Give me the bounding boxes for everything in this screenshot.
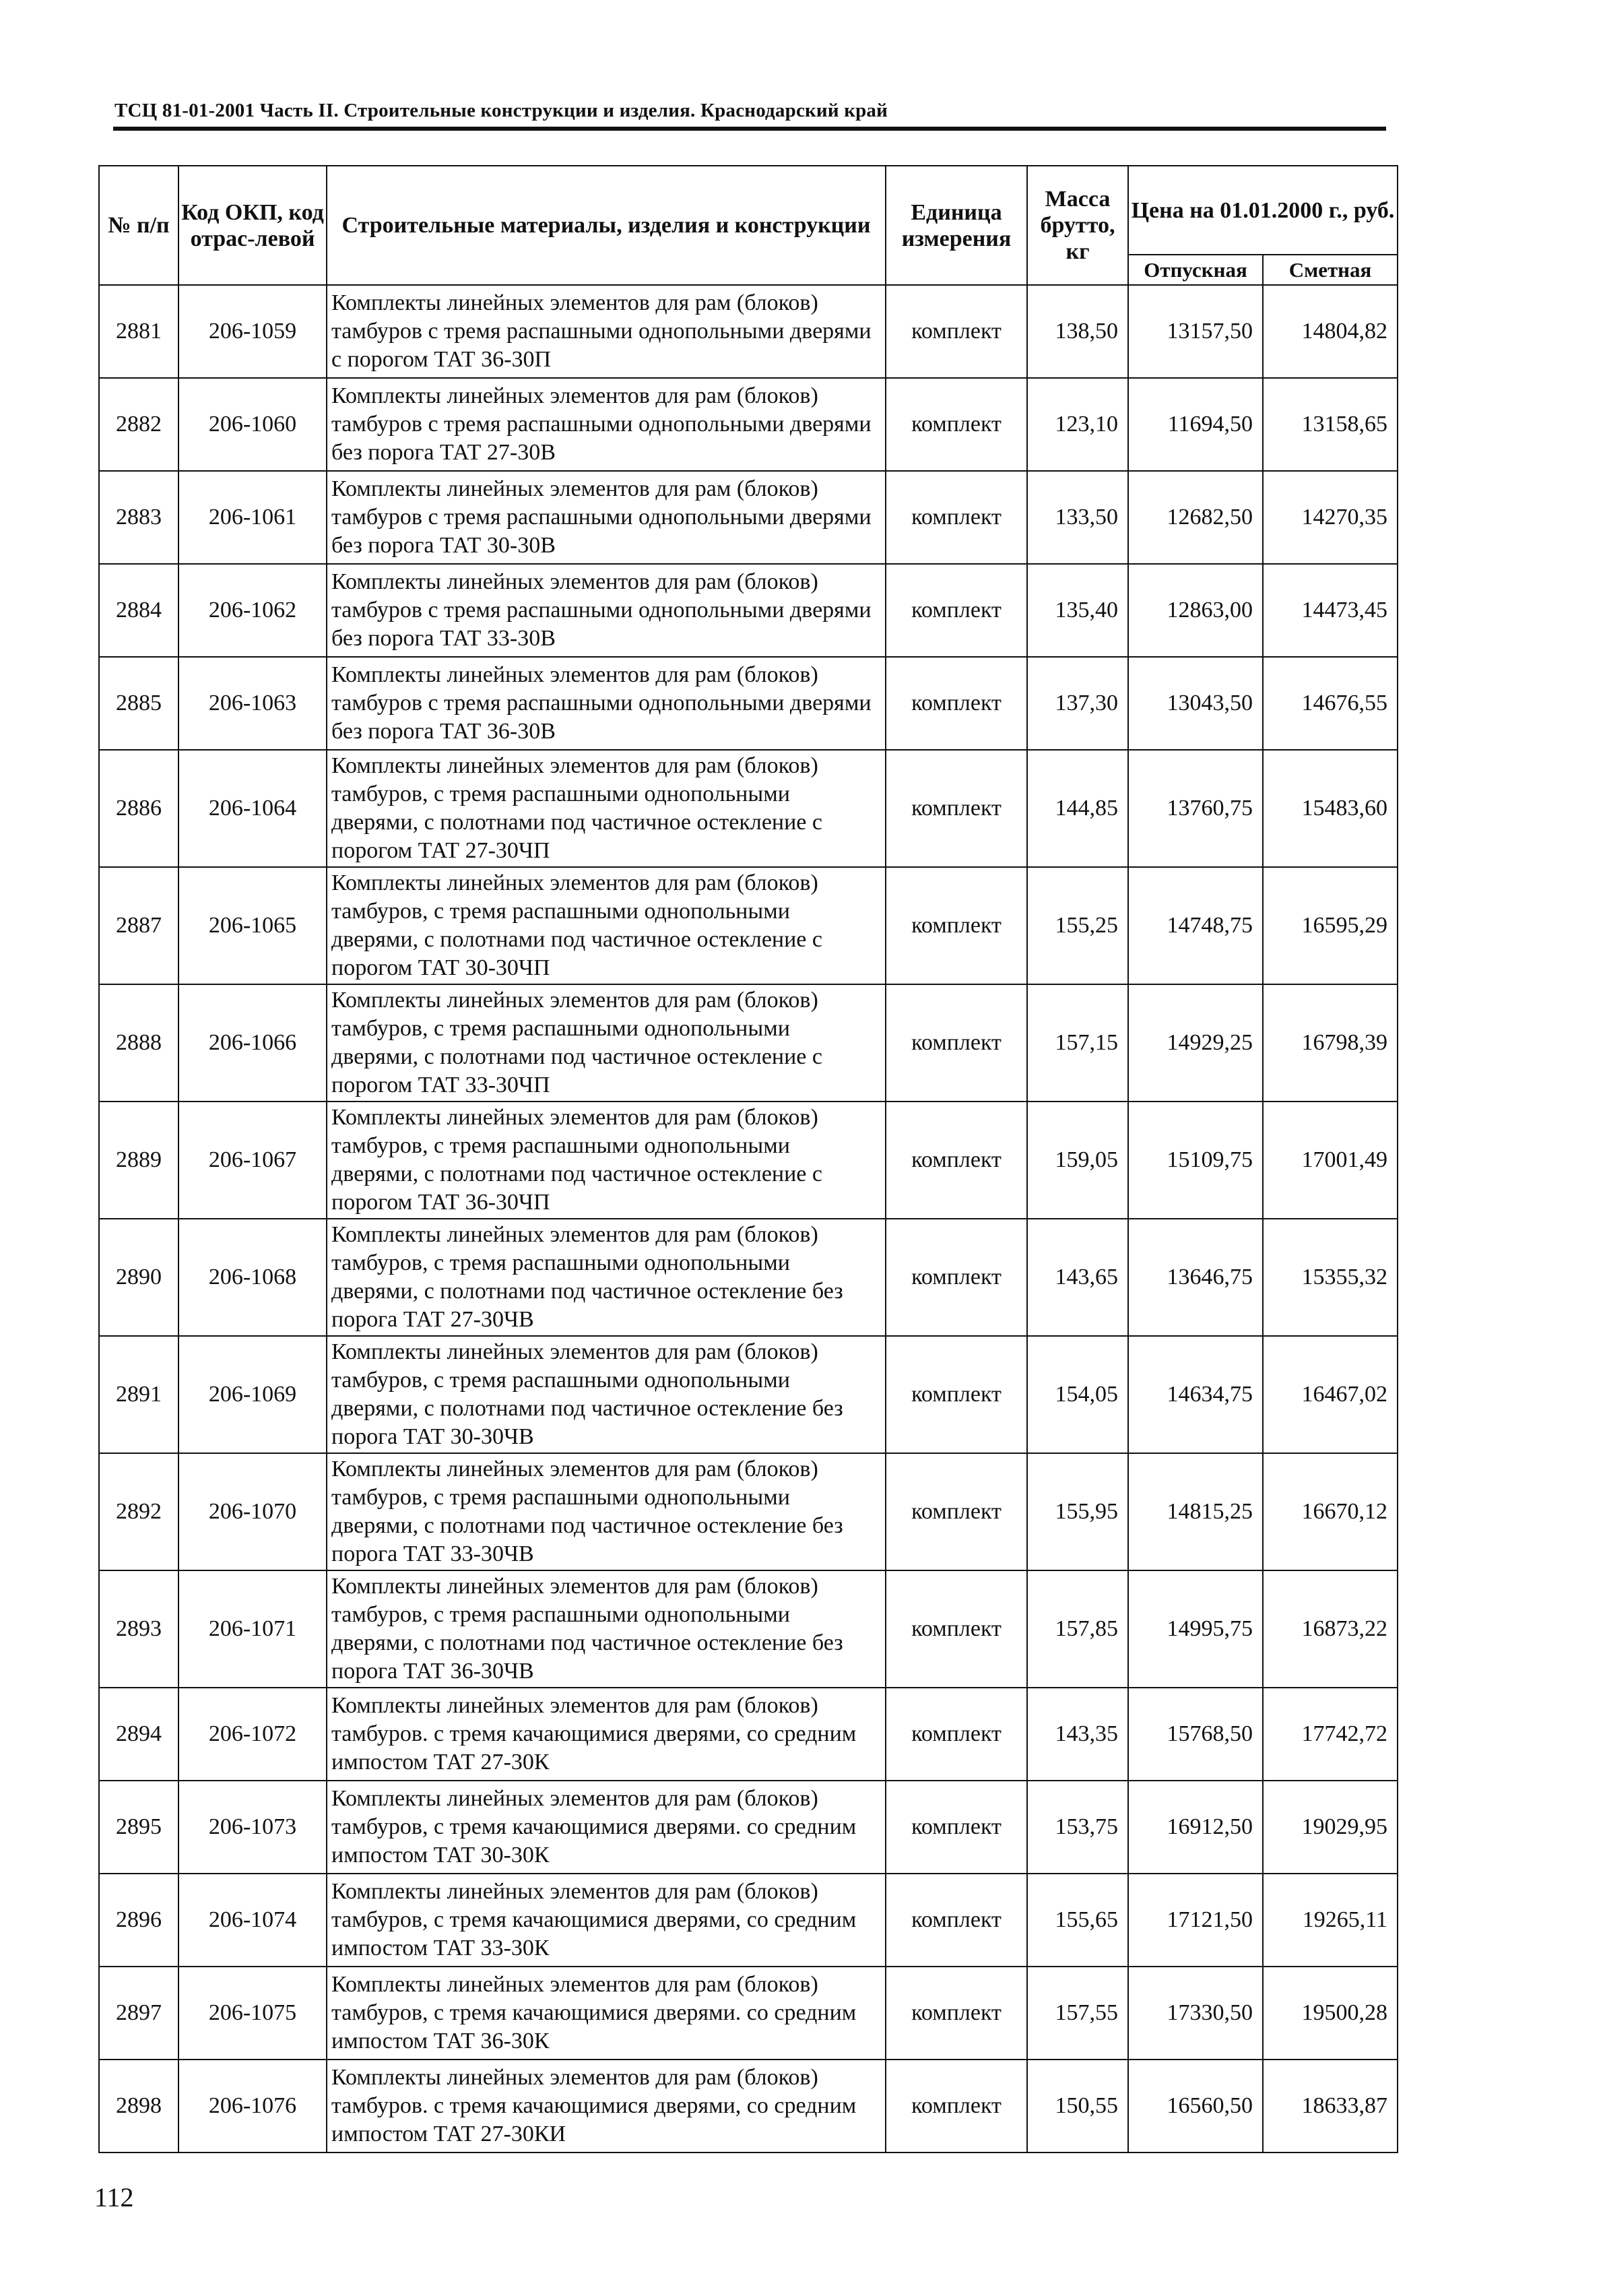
table-row (99, 1570, 1398, 1688)
cell-mass: 154,05 (1027, 1336, 1128, 1453)
cell-release-price: 13043,50 (1128, 657, 1263, 750)
cell-description: Комплекты линейных элементов для рам (блоков) тамбуров, с тремя качающимися дверями, со средним импостом ТАТ 33-30К (327, 1874, 886, 1967)
cell-mass: 137,30 (1027, 657, 1128, 750)
cell-num: 2887 (99, 867, 178, 984)
table-row (99, 750, 1398, 867)
table-row (99, 1336, 1398, 1453)
cell-num: 2882 (99, 378, 178, 471)
col-header-name: Строительные материалы, изделия и конструкции (327, 166, 886, 285)
cell-release-price: 14929,25 (1128, 984, 1263, 1102)
cell-description: Комплекты линейных элементов для рам (блоков) тамбуров, с тремя распашными однопольными дверями, с полотнами под частичное остекление с порогом ТАТ 36-30ЧП (327, 1102, 886, 1219)
cell-description: Комплекты линейных элементов для рам (блоков) тамбуров, с тремя распашными однопольными дверями, с полотнами под частичное остекление с порогом ТАТ 30-30ЧП (327, 867, 886, 984)
cell-okp-code: 206-1073 (178, 1781, 327, 1874)
cell-release-price: 15109,75 (1128, 1102, 1263, 1219)
col-header-price-group: Цена на 01.01.2000 г., руб. (1128, 166, 1398, 255)
col-header-unit: Единица измерения (886, 166, 1027, 285)
table-body (99, 285, 1398, 2152)
col-header-estimate: Сметная (1263, 255, 1398, 285)
price-table (98, 165, 1398, 2153)
cell-okp-code: 206-1074 (178, 1874, 327, 1967)
table-row (99, 285, 1398, 378)
cell-description: Комплекты линейных элементов для рам (блоков) тамбуров, с тремя распашными однопольными дверями, с полотнами под частичное остекление без порога ТАТ 30-30ЧВ (327, 1336, 886, 1453)
cell-mass: 138,50 (1027, 285, 1128, 378)
cell-description: Комплекты линейных элементов для рам (блоков) тамбуров с тремя распашными однопольными дверями без порога ТАТ 36-30В (327, 657, 886, 750)
cell-estimate-price: 17001,49 (1263, 1102, 1398, 1219)
cell-description: Комплекты линейных элементов для рам (блоков) тамбуров, с тремя распашными однопольными дверями, с полотнами под частичное остекление с порогом ТАТ 27-30ЧП (327, 750, 886, 867)
cell-okp-code: 206-1067 (178, 1102, 327, 1219)
cell-unit: комплект (886, 750, 1027, 867)
table-row (99, 564, 1398, 657)
cell-description: Комплекты линейных элементов для рам (блоков) тамбуров, с тремя распашными однопольными дверями, с полотнами под частичное остекление с порогом ТАТ 33-30ЧП (327, 984, 886, 1102)
cell-okp-code: 206-1064 (178, 750, 327, 867)
cell-description: Комплекты линейных элементов для рам (блоков) тамбуров, с тремя распашными однопольными дверями, с полотнами под частичное остекление без порога ТАТ 36-30ЧВ (327, 1570, 886, 1688)
table-row (99, 1219, 1398, 1336)
cell-unit: комплект (886, 471, 1027, 564)
cell-description: Комплекты линейных элементов для рам (блоков) тамбуров, с тремя качающимися дверями. со средним импостом ТАТ 30-30К (327, 1781, 886, 1874)
cell-release-price: 17330,50 (1128, 1967, 1263, 2060)
cell-estimate-price: 13158,65 (1263, 378, 1398, 471)
cell-mass: 157,55 (1027, 1967, 1128, 2060)
cell-mass: 133,50 (1027, 471, 1128, 564)
col-header-okp: Код ОКП, код отрас-левой (178, 166, 327, 285)
cell-mass: 143,35 (1027, 1688, 1128, 1781)
cell-unit: комплект (886, 657, 1027, 750)
cell-mass: 155,95 (1027, 1453, 1128, 1570)
cell-num: 2888 (99, 984, 178, 1102)
cell-mass: 159,05 (1027, 1102, 1128, 1219)
cell-release-price: 13646,75 (1128, 1219, 1263, 1336)
cell-estimate-price: 18633,87 (1263, 2060, 1398, 2152)
cell-unit: комплект (886, 1688, 1027, 1781)
table-row (99, 1102, 1398, 1219)
cell-estimate-price: 17742,72 (1263, 1688, 1398, 1781)
cell-okp-code: 206-1075 (178, 1967, 327, 2060)
cell-unit: комплект (886, 984, 1027, 1102)
table-row (99, 2060, 1398, 2152)
cell-num: 2896 (99, 1874, 178, 1967)
col-header-num: № п/п (99, 166, 178, 285)
cell-num: 2893 (99, 1570, 178, 1688)
cell-okp-code: 206-1062 (178, 564, 327, 657)
cell-estimate-price: 16873,22 (1263, 1570, 1398, 1688)
cell-okp-code: 206-1063 (178, 657, 327, 750)
cell-description: Комплекты линейных элементов для рам (блоков) тамбуров с тремя распашными однопольными дверями без порога ТАТ 33-30В (327, 564, 886, 657)
cell-estimate-price: 15355,32 (1263, 1219, 1398, 1336)
cell-description: Комплекты линейных элементов для рам (блоков) тамбуров с тремя распашными однопольными дверями без порога ТАТ 30-30В (327, 471, 886, 564)
cell-release-price: 14748,75 (1128, 867, 1263, 984)
cell-description: Комплекты линейных элементов для рам (блоков) тамбуров с тремя распашными однопольными дверями с порогом ТАТ 36-30П (327, 285, 886, 378)
cell-mass: 150,55 (1027, 2060, 1128, 2152)
cell-unit: комплект (886, 378, 1027, 471)
cell-mass: 144,85 (1027, 750, 1128, 867)
cell-unit: комплект (886, 1219, 1027, 1336)
cell-estimate-price: 14676,55 (1263, 657, 1398, 750)
cell-mass: 157,85 (1027, 1570, 1128, 1688)
table-row (99, 1967, 1398, 2060)
cell-num: 2892 (99, 1453, 178, 1570)
cell-release-price: 11694,50 (1128, 378, 1263, 471)
cell-unit: комплект (886, 1336, 1027, 1453)
cell-estimate-price: 19265,11 (1263, 1874, 1398, 1967)
cell-description: Комплекты линейных элементов для рам (блоков) тамбуров, с тремя качающимися дверями. со средним импостом ТАТ 36-30К (327, 1967, 886, 2060)
cell-description: Комплекты линейных элементов для рам (блоков) тамбуров с тремя распашными однопольными дверями без порога ТАТ 27-30В (327, 378, 886, 471)
cell-num: 2881 (99, 285, 178, 378)
cell-release-price: 13157,50 (1128, 285, 1263, 378)
cell-release-price: 15768,50 (1128, 1688, 1263, 1781)
cell-estimate-price: 14473,45 (1263, 564, 1398, 657)
page-number: 112 (94, 2182, 134, 2212)
cell-estimate-price: 15483,60 (1263, 750, 1398, 867)
table-row (99, 984, 1398, 1102)
cell-description: Комплекты линейных элементов для рам (блоков) тамбуров, с тремя распашными однопольными дверями, с полотнами под частичное остекление без порога ТАТ 27-30ЧВ (327, 1219, 886, 1336)
table-row (99, 471, 1398, 564)
cell-num: 2890 (99, 1219, 178, 1336)
col-header-release: Отпускная (1128, 255, 1263, 285)
cell-okp-code: 206-1068 (178, 1219, 327, 1336)
cell-num: 2883 (99, 471, 178, 564)
cell-unit: комплект (886, 1874, 1027, 1967)
cell-okp-code: 206-1066 (178, 984, 327, 1102)
cell-mass: 123,10 (1027, 378, 1128, 471)
cell-release-price: 14634,75 (1128, 1336, 1263, 1453)
col-header-mass: Масса брутто, кг (1027, 166, 1128, 285)
cell-unit: комплект (886, 1570, 1027, 1688)
cell-okp-code: 206-1061 (178, 471, 327, 564)
cell-num: 2891 (99, 1336, 178, 1453)
cell-estimate-price: 14804,82 (1263, 285, 1398, 378)
cell-okp-code: 206-1060 (178, 378, 327, 471)
cell-estimate-price: 19029,95 (1263, 1781, 1398, 1874)
table-row (99, 1874, 1398, 1967)
cell-unit: комплект (886, 564, 1027, 657)
cell-estimate-price: 19500,28 (1263, 1967, 1398, 2060)
cell-num: 2884 (99, 564, 178, 657)
cell-okp-code: 206-1072 (178, 1688, 327, 1781)
cell-release-price: 17121,50 (1128, 1874, 1263, 1967)
cell-mass: 155,65 (1027, 1874, 1128, 1967)
table-row (99, 657, 1398, 750)
cell-num: 2894 (99, 1688, 178, 1781)
table-row (99, 1781, 1398, 1874)
cell-release-price: 14995,75 (1128, 1570, 1263, 1688)
cell-mass: 155,25 (1027, 867, 1128, 984)
cell-estimate-price: 16798,39 (1263, 984, 1398, 1102)
cell-release-price: 12682,50 (1128, 471, 1263, 564)
cell-mass: 157,15 (1027, 984, 1128, 1102)
cell-mass: 153,75 (1027, 1781, 1128, 1874)
cell-unit: комплект (886, 1102, 1027, 1219)
cell-mass: 135,40 (1027, 564, 1128, 657)
cell-unit: комплект (886, 2060, 1027, 2152)
cell-unit: комплект (886, 1453, 1027, 1570)
cell-okp-code: 206-1070 (178, 1453, 327, 1570)
cell-unit: комплект (886, 867, 1027, 984)
cell-estimate-price: 16670,12 (1263, 1453, 1398, 1570)
cell-num: 2897 (99, 1967, 178, 2060)
cell-num: 2898 (99, 2060, 178, 2152)
cell-description: Комплекты линейных элементов для рам (блоков) тамбуров. с тремя качающимися дверями, со средним импостом ТАТ 27-30КИ (327, 2060, 886, 2152)
header-rule (113, 127, 1386, 131)
table-row (99, 378, 1398, 471)
cell-okp-code: 206-1069 (178, 1336, 327, 1453)
cell-unit: комплект (886, 1967, 1027, 2060)
cell-num: 2895 (99, 1781, 178, 1874)
page-header-title: ТСЦ 81-01-2001 Часть II. Строительные конструкции и изделия. Краснодарский край (114, 100, 888, 121)
cell-release-price: 16560,50 (1128, 2060, 1263, 2152)
table-row (99, 1688, 1398, 1781)
cell-okp-code: 206-1065 (178, 867, 327, 984)
table-row (99, 1453, 1398, 1570)
table-row (99, 867, 1398, 984)
cell-num: 2886 (99, 750, 178, 867)
cell-description: Комплекты линейных элементов для рам (блоков) тамбуров, с тремя распашными однопольными дверями, с полотнами под частичное остекление без порога ТАТ 33-30ЧВ (327, 1453, 886, 1570)
cell-release-price: 14815,25 (1128, 1453, 1263, 1570)
cell-num: 2885 (99, 657, 178, 750)
cell-estimate-price: 16467,02 (1263, 1336, 1398, 1453)
cell-okp-code: 206-1076 (178, 2060, 327, 2152)
cell-estimate-price: 14270,35 (1263, 471, 1398, 564)
cell-release-price: 16912,50 (1128, 1781, 1263, 1874)
cell-description: Комплекты линейных элементов для рам (блоков) тамбуров. с тремя качающимися дверями, со средним импостом ТАТ 27-30К (327, 1688, 886, 1781)
cell-unit: комплект (886, 285, 1027, 378)
cell-release-price: 12863,00 (1128, 564, 1263, 657)
cell-mass: 143,65 (1027, 1219, 1128, 1336)
cell-okp-code: 206-1071 (178, 1570, 327, 1688)
cell-estimate-price: 16595,29 (1263, 867, 1398, 984)
cell-unit: комплект (886, 1781, 1027, 1874)
cell-num: 2889 (99, 1102, 178, 1219)
cell-okp-code: 206-1059 (178, 285, 327, 378)
cell-release-price: 13760,75 (1128, 750, 1263, 867)
